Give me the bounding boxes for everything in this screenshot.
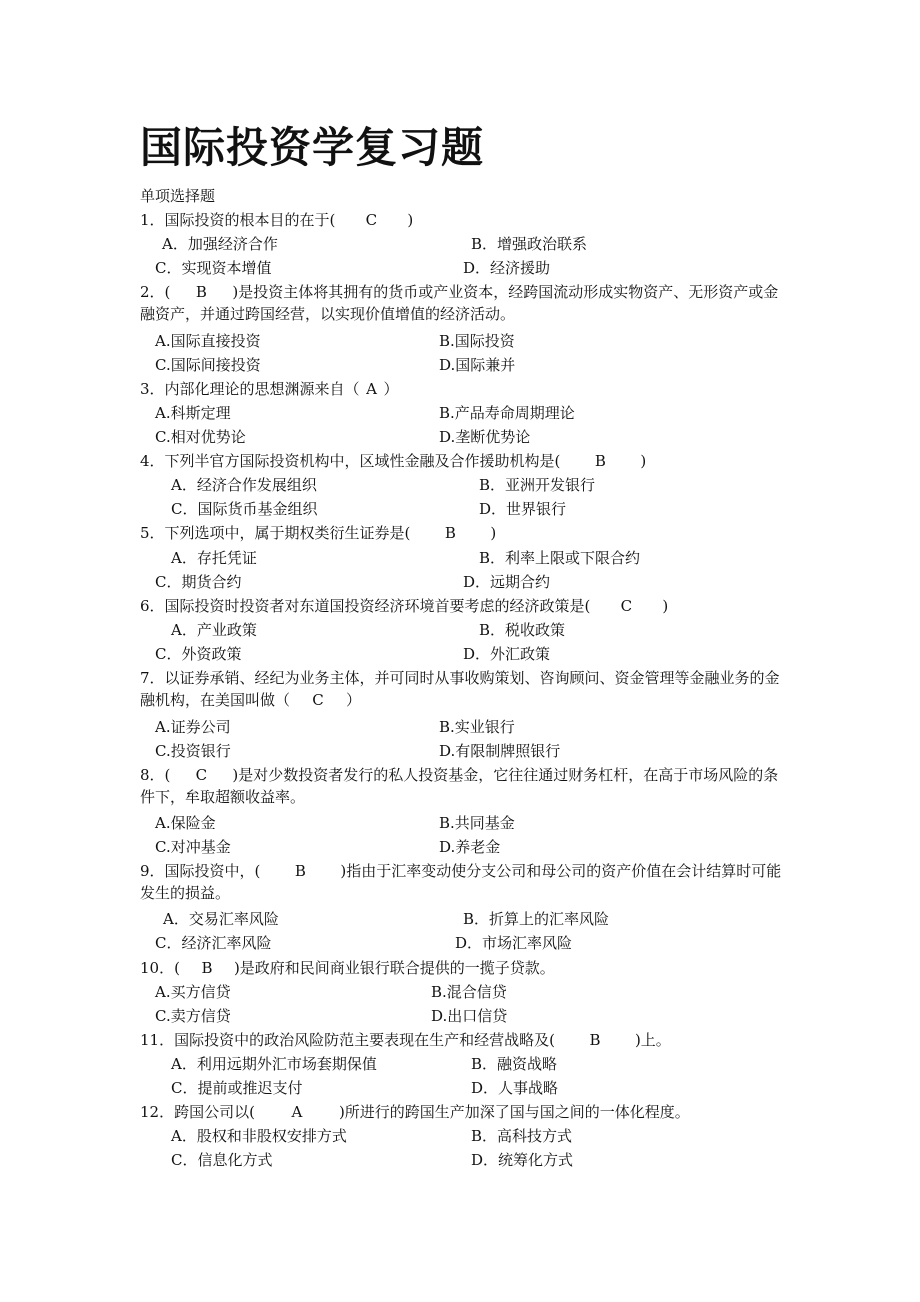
- option-c: C．外资政策: [155, 645, 242, 663]
- option-c: C.卖方信贷: [155, 1007, 231, 1025]
- option-d: D.国际兼并: [439, 356, 516, 374]
- option-a: A．利用远期外汇市场套期保值: [171, 1055, 377, 1073]
- option-b: B.混合信贷: [431, 983, 507, 1001]
- stem-text: 3．内部化理论的思想渊源来自（: [140, 380, 360, 398]
- option-b: B.实业银行: [439, 718, 515, 736]
- stem-tail: )是投资主体将其拥有的货币或产业资本，经跨国流动形成实物资产、无形资产或金融资产，并通过跨国经营，以实现价值增值的经济活动。: [140, 283, 779, 323]
- option-a: A．存托凭证: [171, 549, 257, 567]
- option-d: D．远期合约: [463, 573, 551, 591]
- option-c: C．国际货币基金组织: [171, 500, 318, 518]
- stem-text: 11．国际投资中的政治风险防范主要表现在生产和经营战略及(: [140, 1031, 555, 1049]
- stem-tail: ）: [383, 380, 399, 398]
- option-d: D.养老金: [439, 838, 501, 856]
- option-d: D．人事战略: [471, 1079, 559, 1097]
- stem-tail: )是对少数投资者发行的私人投资基金，它往往通过财务杠杆，在高于市场风险的条件下，牟取超额收益率。: [140, 766, 779, 806]
- question-stem: [140, 1029, 671, 1051]
- option-b: B．高科技方式: [471, 1127, 573, 1145]
- option-c: C．信息化方式: [171, 1151, 273, 1169]
- answer-letter: B: [594, 452, 606, 470]
- option-c: C．提前或推迟支付: [171, 1079, 303, 1097]
- stem-tail: )指由于汇率变动使分支公司和母公司的资产价值在会计结算时可能发生的损益。: [140, 862, 782, 902]
- stem-tail: ): [640, 452, 647, 470]
- stem-text: 7．以证券承销、经纪为业务主体，并可同时从事收购策划、咨询顾问、资金管理等金融业务的金融机构，在美国叫做（: [140, 669, 780, 709]
- question-stem: [140, 209, 413, 231]
- option-a: A.科斯定理: [155, 404, 231, 422]
- answer-letter: C: [195, 766, 208, 784]
- option-b: B．亚洲开发银行: [479, 476, 596, 494]
- stem-text: 12．跨国公司以(: [140, 1103, 255, 1121]
- stem-tail: )所进行的跨国生产加深了国与国之间的一体化程度。: [338, 1103, 690, 1121]
- option-b: B.产品寿命周期理论: [439, 404, 575, 422]
- option-b: B．税收政策: [479, 621, 566, 639]
- option-c: C.国际间接投资: [155, 356, 261, 374]
- option-b: B.共同基金: [439, 814, 515, 832]
- option-d: D．外汇政策: [463, 645, 551, 663]
- stem-tail: )上。: [634, 1031, 671, 1049]
- stem-text: 1．国际投资的根本目的在于(: [140, 211, 336, 229]
- option-a: A．交易汇率风险: [163, 910, 279, 928]
- option-b: B．增强政治联系: [471, 235, 588, 253]
- answer-letter: C: [365, 211, 378, 229]
- stem-text: 9．国际投资中，(: [140, 862, 261, 880]
- answer-letter: A: [291, 1103, 303, 1121]
- question-stem: [140, 378, 399, 400]
- option-d: D.垄断优势论: [439, 428, 531, 446]
- question-stem: [140, 957, 555, 979]
- answer-letter: B: [195, 283, 207, 301]
- option-d: D.有限制牌照银行: [439, 742, 561, 760]
- option-a: A.证券公司: [155, 718, 231, 736]
- stem-text: 6．国际投资时投资者对东道国投资经济环境首要考虑的经济政策是(: [140, 597, 591, 615]
- option-b: B．融资战略: [471, 1055, 558, 1073]
- option-c: C．期货合约: [155, 573, 242, 591]
- option-a: A.国际直接投资: [155, 332, 261, 350]
- option-a: A.保险金: [155, 814, 216, 832]
- option-c: C.对冲基金: [155, 838, 231, 856]
- stem-tail: ): [490, 524, 497, 542]
- stem-text: 8．(: [140, 766, 171, 784]
- stem-tail: ): [407, 211, 414, 229]
- answer-letter: B: [589, 1031, 601, 1049]
- question-stem: [140, 281, 792, 325]
- option-d: D．市场汇率风险: [455, 934, 573, 952]
- option-a: A.买方信贷: [155, 983, 231, 1001]
- stem-tail: ): [662, 597, 669, 615]
- question-stem: [140, 595, 668, 617]
- option-a: A．加强经济合作: [162, 235, 278, 253]
- stem-text: 2．(: [140, 283, 171, 301]
- option-b: B．折算上的汇率风险: [463, 910, 610, 928]
- option-a: A．产业政策: [171, 621, 257, 639]
- option-b: B.国际投资: [439, 332, 515, 350]
- answer-letter: C: [312, 691, 324, 709]
- answer-letter: C: [620, 597, 633, 615]
- option-a: A．股权和非股权安排方式: [171, 1127, 347, 1145]
- answer-letter: B: [294, 862, 306, 880]
- option-c: C．经济汇率风险: [155, 934, 272, 952]
- option-a: A．经济合作发展组织: [171, 476, 317, 494]
- option-d: D．统筹化方式: [471, 1151, 574, 1169]
- question-stem: [140, 450, 646, 472]
- question-stem: [140, 764, 792, 808]
- option-c: C.相对优势论: [155, 428, 246, 446]
- stem-tail: )是政府和民间商业银行联合提供的一揽子贷款。: [233, 959, 555, 977]
- question-stem: [140, 522, 496, 544]
- question-stem: [140, 860, 792, 904]
- answer-letter: B: [201, 959, 213, 977]
- question-stem: [140, 1101, 690, 1123]
- section-heading: 单项选择题: [140, 187, 216, 205]
- option-c: C.投资银行: [155, 742, 231, 760]
- answer-letter: B: [444, 524, 456, 542]
- stem-text: 5．下列选项中，属于期权类衍生证券是(: [140, 524, 411, 542]
- answer-letter: A: [366, 380, 377, 398]
- option-b: B．利率上限或下限合约: [479, 549, 641, 567]
- option-d: D.出口信贷: [431, 1007, 508, 1025]
- option-d: D．世界银行: [479, 500, 567, 518]
- option-c: C．实现资本增值: [155, 259, 272, 277]
- stem-text: 4．下列半官方国际投资机构中，区域性金融及合作援助机构是(: [140, 452, 561, 470]
- option-d: D．经济援助: [463, 259, 551, 277]
- stem-tail: ）: [346, 691, 362, 709]
- stem-text: 10．(: [140, 959, 180, 977]
- question-stem: [140, 667, 792, 711]
- document-title: 国际投资学复习题: [140, 123, 485, 172]
